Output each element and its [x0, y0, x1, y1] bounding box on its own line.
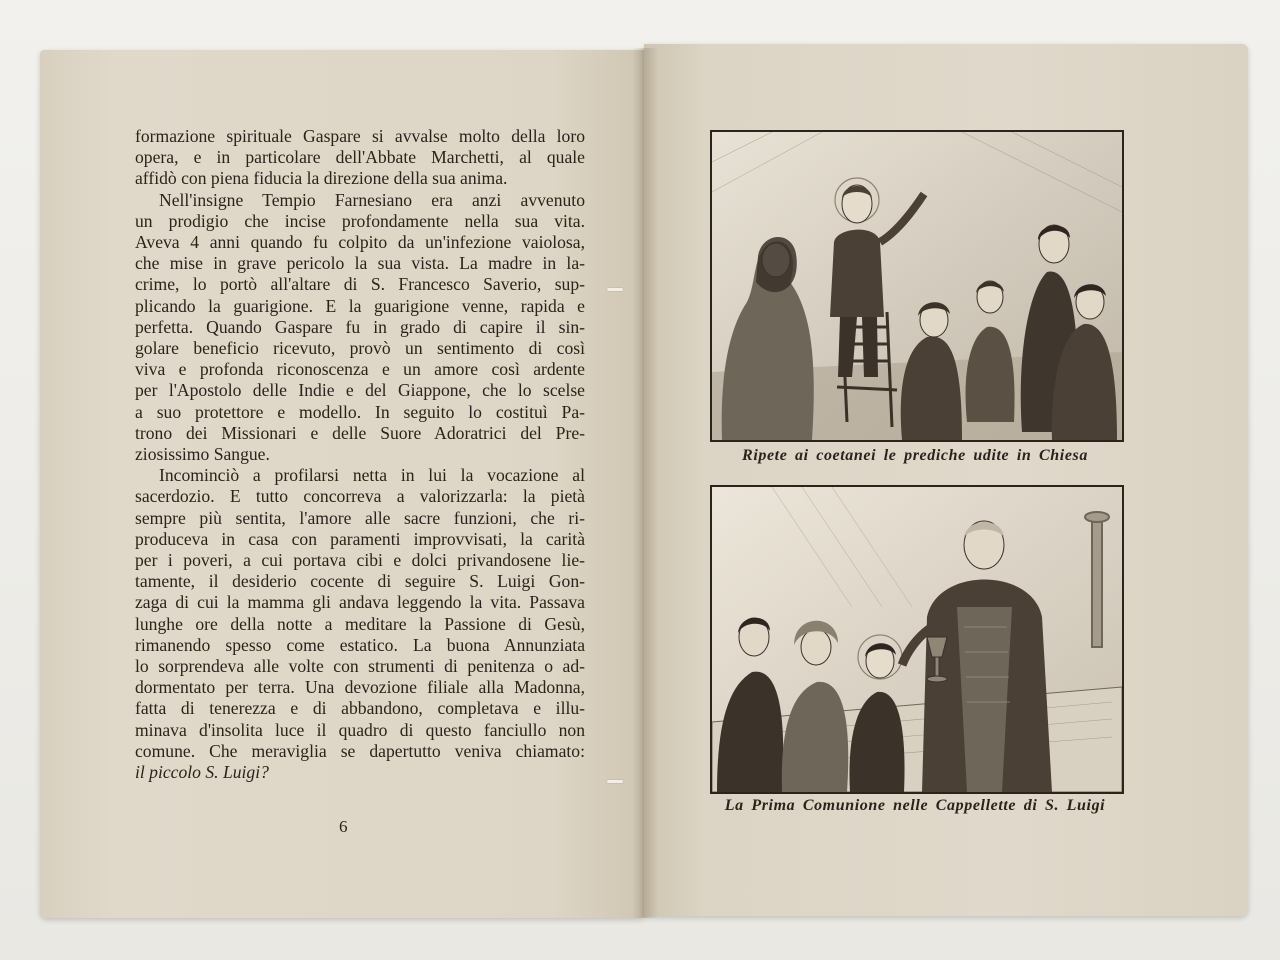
- text-line: zaga di cui la mamma gli andava leggendo la vita. Passava: [135, 592, 585, 613]
- text-line: un prodigio che incise profondamente nella sua vita.: [135, 210, 585, 231]
- figure-boy-preaching: [710, 130, 1124, 442]
- text-line: Incominciò a profilarsi netta in lui la vocazione al: [159, 465, 585, 486]
- text-line: crime, lo portò all'altare di S. Francesco Saverio, sup-: [135, 274, 585, 295]
- text-line: golare beneficio ricevuto, provò un sentimento di così: [135, 338, 585, 359]
- text-line: per i poveri, a cui portava cibi e dolci privandosene lie-: [135, 550, 585, 571]
- binding-stitch: [607, 288, 623, 291]
- text-line: a suo protettore e modello. In seguito lo costituì Pa-: [135, 401, 585, 422]
- text-line: lo sorprendeva alle volte con strumenti di penitenza o ad-: [135, 656, 585, 677]
- figure-1-caption: Ripete ai coetanei le prediche udite in Chiesa: [742, 447, 1088, 464]
- binding-stitch: [607, 780, 623, 783]
- text-line: perfetta. Quando Gaspare fu in grado di capire il sin-: [135, 316, 585, 337]
- text-line: sacerdozio. E tutto concorreva a valorizzarla: la pietà: [135, 486, 585, 507]
- text-line: che mise in grave pericolo la sua vista. La madre in la-: [135, 253, 585, 274]
- paragraph-2: [135, 190, 585, 466]
- boy-preaching-illustration: [712, 132, 1122, 440]
- page-number: 6: [339, 817, 348, 836]
- text-line: trono dei Missionari e delle Suore Adoratrici del Pre-: [135, 422, 585, 443]
- text-line: per l'Apostolo delle Indie e del Giappone, che lo scelse: [135, 380, 585, 401]
- figure-2-caption: La Prima Comunione nelle Cappellette di S. Luigi: [724, 797, 1106, 814]
- text-line: dormentato per terra. Una devozione filiale alla Madonna,: [135, 677, 585, 698]
- text-line: Aveva 4 anni quando fu colpito da un'infezione vaiolosa,: [135, 232, 585, 253]
- text-line: viva e profonda riconoscenza e un amore così ardente: [135, 359, 585, 380]
- first-communion-illustration: [712, 487, 1122, 792]
- text-line: comune. Che meraviglia se dapertutto veniva chiamato:: [135, 740, 585, 761]
- text-line: plicando la guarigione. E la guarigione venne, rapida e: [135, 295, 585, 316]
- text-line: produceva in casa con paramenti improvvisati, la carità: [135, 528, 585, 549]
- text-line: rimanendo spesso come estatico. La buona Annunziata: [135, 634, 585, 655]
- text-line: tamente, il desiderio cocente di seguire S. Luigi Gon-: [135, 571, 585, 592]
- book-gutter: [632, 48, 658, 918]
- text-line: Nell'insigne Tempio Farnesiano era anzi avvenuto: [159, 189, 585, 210]
- text-line: ziosissimo Sangue.: [135, 444, 270, 465]
- text-line: fatta di tenerezza e di abbandono, completava e illu-: [135, 698, 585, 719]
- text-line: formazione spirituale Gaspare si avvalse molto della loro: [135, 126, 585, 146]
- paragraph-3: [135, 465, 585, 762]
- text-line: lunghe ore della notte a meditare la Passione di Gesù,: [135, 613, 585, 634]
- body-text: [135, 126, 585, 783]
- text-line: affidò con piena fiducia la direzione della sua anima.: [135, 168, 508, 189]
- figure-first-communion: [710, 485, 1124, 794]
- closing-italic-text: il piccolo S. Luigi?: [135, 762, 269, 783]
- paragraph-1: [135, 126, 585, 190]
- text-line: opera, e in particolare dell'Abbate Marchetti, al quale: [135, 147, 585, 168]
- text-line: minava d'insolita luce il quadro di questo fanciullo non: [135, 719, 585, 740]
- text-line: sempre più sentita, l'amore alle sacre funzioni, che ri-: [135, 507, 585, 528]
- closing-question: [135, 762, 585, 783]
